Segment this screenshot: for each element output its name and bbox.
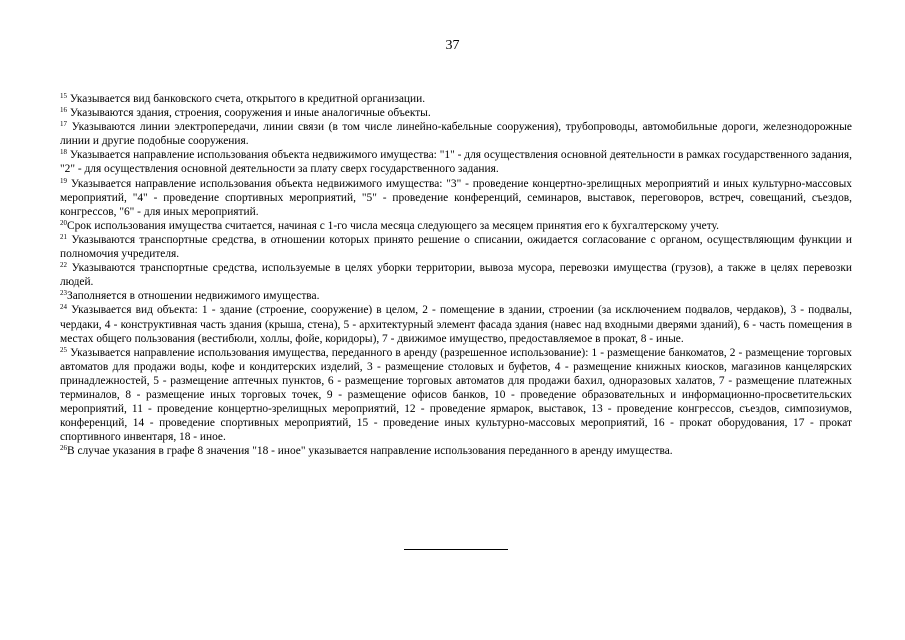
footnote-text: Указывается вид банковского счета, открытого в кредитной организации. bbox=[69, 93, 426, 105]
footnote-26 bbox=[60, 444, 852, 458]
footnote-marker: 25 bbox=[60, 345, 67, 354]
footnote-text: Указывается направление использования имущества, переданного в аренду (разрешенное использование): 1 - размещение банкоматов, 2 - размещение торговых автоматов для продажи воды, кофе и кондитерских изделий, 3 - размещение столовых и буфетов, 4 - размещение книжных киосков, магазинов канцелярских принадлежностей, 5 - размещение аптечных пунктов, 6 - размещение торговых автоматов для продажи бахил, одноразовых халатов, 7 - размещение платежных терминалов, 8 - размещение иных торговых точек, 9 - размещение офисов банков, 10 - проведение образовательных и информационно-просветительских мероприятий, 11 - проведение концертно-зрелищных мероприятий, 12 - проведение ярмарок, выставок, 13 - проведение конгрессов, съездов, симпозиумов, конференций, 14 - проведение спортивных мероприятий, 15 - проведение иных культурно-массовых мероприятий, 16 - прокат оборудования, 17 - прокат спортивного инвентаря, 18 - иное. bbox=[60, 346, 852, 444]
footnote-25 bbox=[60, 346, 852, 445]
footnote-marker: 18 bbox=[60, 148, 67, 157]
footnote-20 bbox=[60, 219, 852, 233]
footnote-marker: 19 bbox=[60, 176, 67, 185]
footnote-16 bbox=[60, 106, 852, 120]
footnote-text: Указываются линии электропередачи, линии связи (в том числе линейно-кабельные сооружения), трубопроводы, автомобильные дороги, железнодорожные линии и другие подобные сооружения. bbox=[60, 121, 852, 148]
footnote-15 bbox=[60, 92, 852, 106]
footnote-marker: 22 bbox=[60, 261, 67, 270]
page-number: 37 bbox=[445, 38, 460, 53]
footnote-24 bbox=[60, 303, 852, 345]
footnote-marker: 16 bbox=[60, 106, 67, 115]
footnote-19 bbox=[60, 177, 852, 219]
footnote-17 bbox=[60, 120, 852, 148]
footnote-marker: 17 bbox=[60, 120, 67, 129]
footnotes-list bbox=[60, 92, 852, 458]
footnote-18 bbox=[60, 148, 852, 176]
footnote-text: Срок использования имущества считается, начиная с 1-го числа месяца следующего за месяцем принятия его к бухгалтерскому учету. bbox=[67, 219, 719, 232]
footnote-22 bbox=[60, 261, 852, 289]
footnote-marker: 23 bbox=[60, 289, 67, 298]
footnote-marker: 15 bbox=[60, 92, 67, 100]
footnote-21 bbox=[60, 233, 852, 261]
footnote-text: Указываются здания, строения, сооружения и иные аналогичные объекты. bbox=[69, 107, 431, 120]
footnote-text: Указывается направление использования объекта недвижимого имущества: "1" - для осуществления основной деятельности в рамках государственного задания, "2" - для осуществления основной деятельности за плату сверх государственного задания. bbox=[60, 149, 852, 176]
footnote-text: Заполняется в отношении недвижимого имущества. bbox=[67, 290, 320, 303]
footnote-text: Указывается направление использования объекта недвижимого имущества: "3" - проведение концертно-зрелищных мероприятий и иных культурно-массовых мероприятий, "4" - проведение спортивных мероприятий, "5" - проведение конференций, семинаров, выставок, переговоров, встреч, совещаний, съездов, конгрессов, "6" - для иных мероприятий. bbox=[60, 177, 852, 218]
footnote-separator-line bbox=[404, 549, 508, 550]
footnote-marker: 20 bbox=[60, 218, 67, 227]
footnote-text: Указываются транспортные средства, в отношении которых принято решение о списании, ожидается согласование с органом, осуществляющим функции и полномочия учредителя. bbox=[60, 233, 853, 261]
footnote-marker: 21 bbox=[60, 232, 67, 241]
footnote-marker: 26 bbox=[60, 444, 67, 453]
footnote-text: Указывается вид объекта: 1 - здание (строение, сооружение) в целом, 2 - помещение в здании, строении (за исключением подвалов, чердаков), 3 - подвалы, чердаки, 4 - конструктивная часть здания (крыша, стена), 5 - архитектурный элемент фасада здания (навес над входными дверями зданий), 6 - часть помещения в местах общего пользования (вестибюли, холлы, фойе, коридоры), 7 - движимое имущество, предоставляемое в прокат, 8 - иные. bbox=[60, 304, 852, 345]
footnote-marker: 24 bbox=[60, 303, 67, 312]
footnote-text: В случае указания в графе 8 значения "18 - иное" указывается направление использования переданного в аренду имущества. bbox=[67, 445, 673, 458]
footnote-text: Указываются транспортные средства, используемые в целях уборки территории, вывоза мусора, перевозки имущества (грузов), а также в целях перевозки людей. bbox=[60, 262, 852, 289]
footnote-23 bbox=[60, 289, 852, 303]
